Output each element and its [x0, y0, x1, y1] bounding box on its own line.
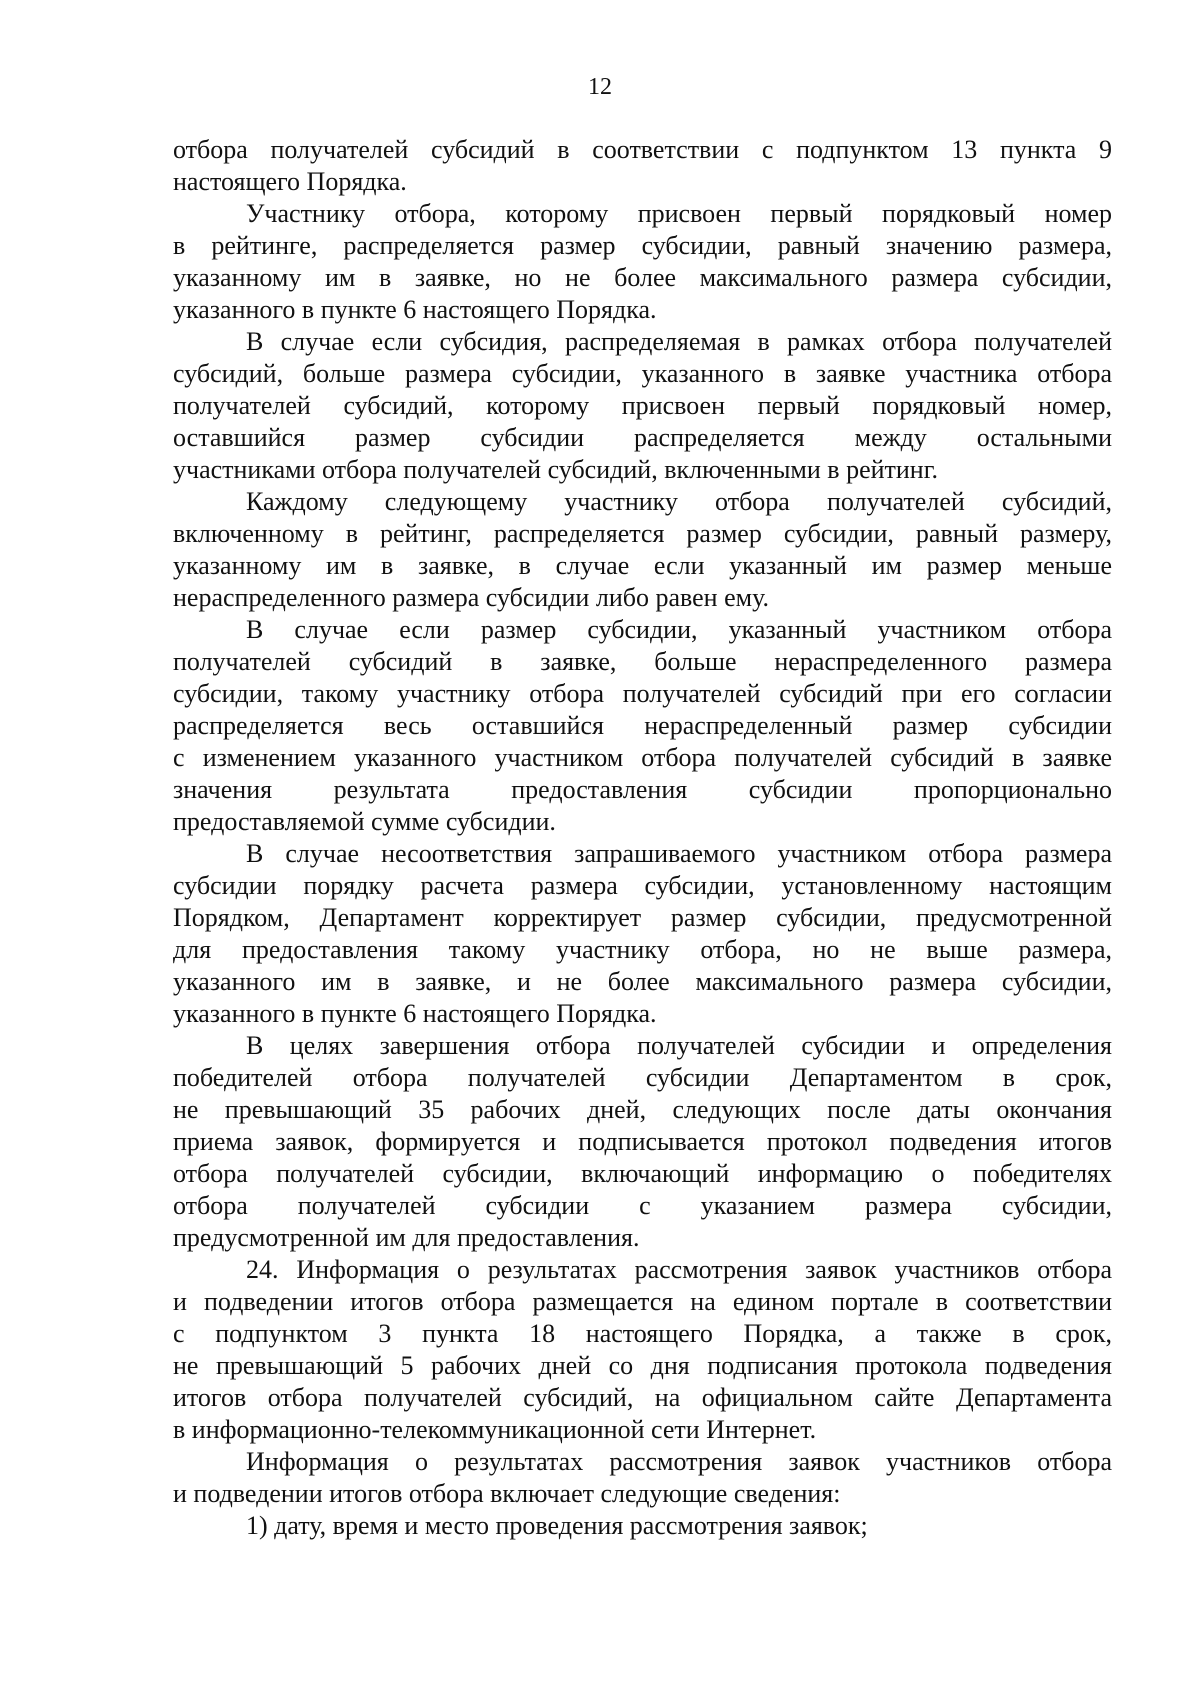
text-line: предоставляемой сумме субсидии. [173, 807, 556, 836]
text-line: оставшийся размер субсидии распределяется между остальными [173, 423, 1112, 452]
text-line: указанного в пункте 6 настоящего Порядка. [173, 999, 657, 1028]
page-number: 12 [588, 74, 612, 100]
text-line: победителей отбора получателей субсидии Департаментом в срок, [173, 1063, 1112, 1092]
text-line: Информация о результатах рассмотрения заявок участников отбора [246, 1447, 1112, 1476]
text-line: субсидии порядку расчета размера субсидии, установленному настоящим [173, 871, 1112, 900]
text-line: отбора получателей субсидий в соответствии с подпунктом 13 пункта 9 [173, 135, 1112, 164]
text-line: в информационно-телекоммуникационной сети Интернет. [173, 1415, 817, 1444]
text-line: указанному им в заявке, но не более максимального размера субсидии, [173, 263, 1112, 292]
text-line: получателей субсидий, которому присвоен первый порядковый номер, [173, 391, 1112, 420]
text-line: Каждому следующему участнику отбора получателей субсидий, [246, 487, 1112, 516]
text-line: не превышающий 35 рабочих дней, следующих после даты окончания [173, 1095, 1112, 1124]
text-line: В случае если субсидия, распределяемая в рамках отбора получателей [246, 327, 1112, 356]
text-line: указанному им в заявке, в случае если указанный им размер меньше [173, 551, 1112, 580]
text-line: приема заявок, формируется и подписывается протокол подведения итогов [173, 1127, 1112, 1156]
text-line: указанного им в заявке, и не более максимального размера субсидии, [173, 967, 1112, 996]
text-line: участниками отбора получателей субсидий, включенными в рейтинг. [173, 455, 938, 484]
text-line: 1) дату, время и место проведения рассмотрения заявок; [246, 1511, 868, 1540]
text-line: в рейтинге, распределяется размер субсидии, равный значению размера, [173, 231, 1112, 260]
text-line: Участнику отбора, которому присвоен первый порядковый номер [246, 199, 1112, 228]
text-line: для предоставления такому участнику отбора, но не выше размера, [173, 935, 1112, 964]
text-line: не превышающий 5 рабочих дней со дня подписания протокола подведения [173, 1351, 1112, 1380]
text-line: с изменением указанного участником отбора получателей субсидий в заявке [173, 743, 1112, 772]
text-line: В случае если размер субсидии, указанный участником отбора [246, 615, 1112, 644]
text-line: настоящего Порядка. [173, 167, 407, 196]
text-line: В целях завершения отбора получателей субсидии и определения [246, 1031, 1112, 1060]
text-line: указанного в пункте 6 настоящего Порядка. [173, 295, 657, 324]
text-line: отбора получателей субсидии с указанием размера субсидии, [173, 1191, 1112, 1220]
text-line: итогов отбора получателей субсидий, на официальном сайте Департамента [173, 1383, 1112, 1412]
text-line: субсидий, больше размера субсидии, указанного в заявке участника отбора [173, 359, 1112, 388]
text-line: получателей субсидий в заявке, больше нераспределенного размера [173, 647, 1112, 676]
text-line: предусмотренной им для предоставления. [173, 1223, 640, 1252]
text-line: Порядком, Департамент корректирует размер субсидии, предусмотренной [173, 903, 1112, 932]
text-line: включенному в рейтинг, распределяется размер субсидии, равный размеру, [173, 519, 1112, 548]
text-line: отбора получателей субсидии, включающий информацию о победителях [173, 1159, 1112, 1188]
text-line: с подпунктом 3 пункта 18 настоящего Порядка, а также в срок, [173, 1319, 1112, 1348]
text-line: значения результата предоставления субсидии пропорционально [173, 775, 1112, 804]
text-line: и подведении итогов отбора включает следующие сведения: [173, 1479, 841, 1508]
text-line: нераспределенного размера субсидии либо равен ему. [173, 583, 769, 612]
text-line: и подведении итогов отбора размещается на едином портале в соответствии [173, 1287, 1112, 1316]
text-line: В случае несоответствия запрашиваемого участником отбора размера [246, 839, 1112, 868]
text-line: распределяется весь оставшийся нераспределенный размер субсидии [173, 711, 1112, 740]
text-line: субсидии, такому участнику отбора получателей субсидий при его согласии [173, 679, 1112, 708]
text-line: 24. Информация о результатах рассмотрения заявок участников отбора [246, 1255, 1112, 1284]
